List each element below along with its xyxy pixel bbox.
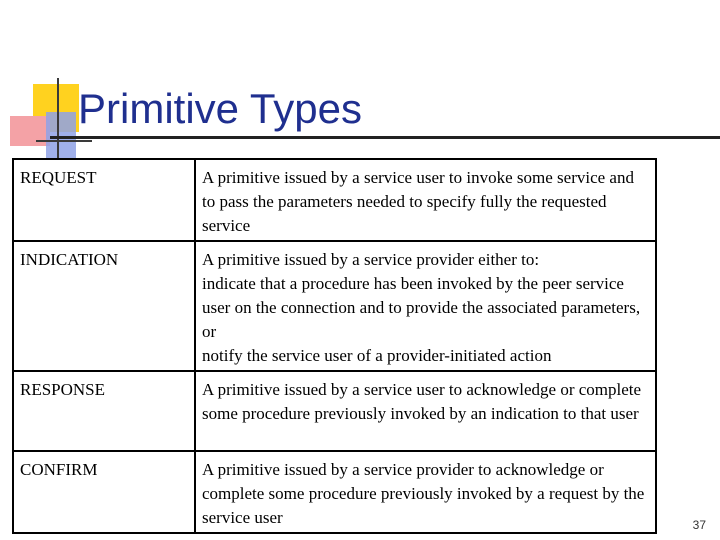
definition-cell: A primitive issued by a service user to acknowledge or complete some procedure previously invoked by an indication to that user (195, 371, 656, 451)
logo-horizontal-line (36, 140, 92, 142)
page-number: 37 (692, 518, 706, 532)
logo-vertical-line (57, 78, 59, 160)
logo-blue-square (46, 112, 76, 158)
definition-line: A primitive issued by a service provider either to: (202, 250, 540, 269)
term-cell: RESPONSE (13, 371, 195, 451)
term-cell: CONFIRM (13, 451, 195, 533)
table-row (13, 159, 656, 241)
definition-line: notify the service user of a provider-initiated action (202, 346, 552, 365)
definition-line: indicate that a procedure has been invoked by the peer service user on the connection and to provide the associated parameters, or (202, 274, 641, 341)
definition-cell (195, 241, 656, 371)
table-row (13, 451, 656, 533)
definition-cell: A primitive issued by a service user to invoke some service and to pass the parameters needed to specify fully the requested service (195, 159, 656, 241)
title-underline (50, 136, 720, 139)
slide-title: Primitive Types (78, 85, 362, 132)
definition-cell: A primitive issued by a service provider to acknowledge or complete some procedure previously invoked by a request by the service user (195, 451, 656, 533)
primitive-types-table (12, 158, 657, 534)
term-cell: INDICATION (13, 241, 195, 371)
term-cell: REQUEST (13, 159, 195, 241)
table-row (13, 241, 656, 371)
table-row (13, 371, 656, 451)
